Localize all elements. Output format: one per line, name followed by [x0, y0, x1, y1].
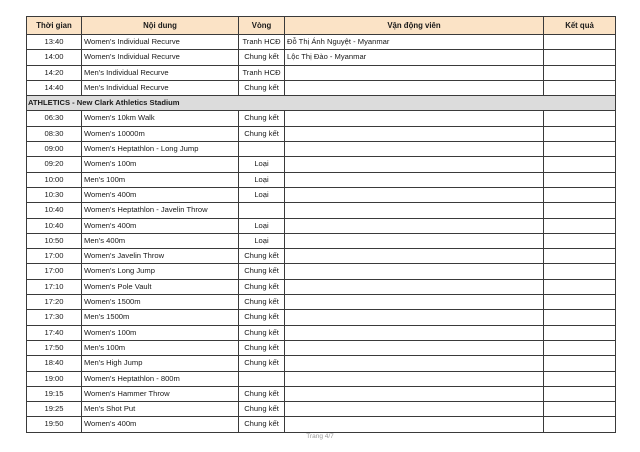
- cell-result: [544, 35, 616, 50]
- cell-athlete: [285, 80, 544, 95]
- header-round: Vòng: [239, 17, 285, 35]
- cell-athlete: [285, 340, 544, 355]
- table-row: [27, 65, 616, 80]
- cell-athlete: [285, 126, 544, 141]
- cell-time: 13:40: [27, 35, 82, 50]
- cell-athlete: [285, 233, 544, 248]
- cell-athlete: [285, 187, 544, 202]
- cell-event: Women's Heptathlon - Javelin Throw: [82, 203, 239, 218]
- cell-round: Chung kết: [239, 310, 285, 325]
- header-athlete: Vận động viên: [285, 17, 544, 35]
- cell-result: [544, 218, 616, 233]
- cell-event: Women's 10km Walk: [82, 111, 239, 126]
- cell-result: [544, 203, 616, 218]
- cell-athlete: [285, 157, 544, 172]
- cell-athlete: [285, 279, 544, 294]
- cell-athlete: Lộc Thị Đào - Myanmar: [285, 50, 544, 65]
- cell-time: 19:50: [27, 417, 82, 432]
- cell-athlete: [285, 111, 544, 126]
- table-row: [27, 279, 616, 294]
- cell-event: Women's 100m: [82, 157, 239, 172]
- cell-event: Women's Long Jump: [82, 264, 239, 279]
- cell-time: 10:00: [27, 172, 82, 187]
- section-title: ATHLETICS - New Clark Athletics Stadium: [27, 96, 616, 111]
- cell-round: Chung kết: [239, 340, 285, 355]
- cell-time: 18:40: [27, 356, 82, 371]
- cell-time: 08:30: [27, 126, 82, 141]
- cell-event: Women's Individual Recurve: [82, 50, 239, 65]
- cell-athlete: [285, 249, 544, 264]
- header-time: Thời gian: [27, 17, 82, 35]
- cell-result: [544, 187, 616, 202]
- cell-event: Women's 400m: [82, 417, 239, 432]
- cell-athlete: [285, 417, 544, 432]
- cell-event: Women's Heptathlon - 800m: [82, 371, 239, 386]
- cell-result: [544, 402, 616, 417]
- cell-time: 19:00: [27, 371, 82, 386]
- cell-result: [544, 172, 616, 187]
- cell-event: Women's 1500m: [82, 295, 239, 310]
- cell-time: 17:10: [27, 279, 82, 294]
- table-row: [27, 371, 616, 386]
- table-row: [27, 80, 616, 95]
- cell-result: [544, 264, 616, 279]
- cell-result: [544, 126, 616, 141]
- table-row: [27, 386, 616, 401]
- cell-result: [544, 142, 616, 157]
- table-row: [27, 111, 616, 126]
- table-row: [27, 187, 616, 202]
- cell-time: 17:20: [27, 295, 82, 310]
- cell-round: Chung kết: [239, 50, 285, 65]
- cell-round: Tranh HCĐ: [239, 65, 285, 80]
- cell-round: Chung kết: [239, 111, 285, 126]
- cell-result: [544, 295, 616, 310]
- cell-event: Women's 400m: [82, 187, 239, 202]
- cell-round: Chung kết: [239, 417, 285, 432]
- cell-round: [239, 203, 285, 218]
- cell-athlete: [285, 371, 544, 386]
- table-row: [27, 340, 616, 355]
- cell-athlete: [285, 295, 544, 310]
- table-row: [27, 126, 616, 141]
- cell-event: Women's Pole Vault: [82, 279, 239, 294]
- table-row: [27, 310, 616, 325]
- cell-result: [544, 417, 616, 432]
- cell-event: Men's 1500m: [82, 310, 239, 325]
- cell-round: Loại: [239, 172, 285, 187]
- cell-round: Chung kết: [239, 279, 285, 294]
- cell-time: 17:50: [27, 340, 82, 355]
- table-row: [27, 249, 616, 264]
- table-row: [27, 157, 616, 172]
- header-content: Nội dung: [82, 17, 239, 35]
- cell-time: 09:20: [27, 157, 82, 172]
- cell-time: 17:30: [27, 310, 82, 325]
- cell-event: Men's Shot Put: [82, 402, 239, 417]
- cell-athlete: [285, 310, 544, 325]
- cell-result: [544, 325, 616, 340]
- cell-athlete: [285, 65, 544, 80]
- cell-result: [544, 279, 616, 294]
- cell-time: 10:40: [27, 203, 82, 218]
- cell-event: Men's 100m: [82, 340, 239, 355]
- cell-round: Loại: [239, 233, 285, 248]
- cell-event: Men's Individual Recurve: [82, 65, 239, 80]
- cell-result: [544, 233, 616, 248]
- cell-athlete: [285, 203, 544, 218]
- cell-result: [544, 386, 616, 401]
- table-row: [27, 35, 616, 50]
- cell-round: Chung kết: [239, 325, 285, 340]
- table-row: [27, 402, 616, 417]
- cell-time: 09:00: [27, 142, 82, 157]
- cell-time: 17:00: [27, 264, 82, 279]
- cell-round: Loại: [239, 187, 285, 202]
- table-row: [27, 203, 616, 218]
- table-row: [27, 172, 616, 187]
- cell-athlete: [285, 386, 544, 401]
- cell-athlete: Đỗ Thị Ánh Nguyệt - Myanmar: [285, 35, 544, 50]
- cell-round: Chung kết: [239, 356, 285, 371]
- cell-round: Chung kết: [239, 386, 285, 401]
- table-header-row: [27, 17, 616, 35]
- table-row: [27, 50, 616, 65]
- cell-round: Chung kết: [239, 126, 285, 141]
- cell-event: Women's Individual Recurve: [82, 35, 239, 50]
- cell-athlete: [285, 142, 544, 157]
- cell-round: Chung kết: [239, 402, 285, 417]
- section-row: [27, 96, 616, 111]
- cell-event: Women's 10000m: [82, 126, 239, 141]
- cell-result: [544, 356, 616, 371]
- cell-round: Tranh HCĐ: [239, 35, 285, 50]
- cell-event: Women's Hammer Throw: [82, 386, 239, 401]
- table-row: [27, 264, 616, 279]
- table-row: [27, 417, 616, 432]
- table-row: [27, 325, 616, 340]
- cell-athlete: [285, 356, 544, 371]
- cell-event: Men's High Jump: [82, 356, 239, 371]
- cell-time: 10:50: [27, 233, 82, 248]
- cell-event: Women's 100m: [82, 325, 239, 340]
- cell-result: [544, 249, 616, 264]
- table-row: [27, 142, 616, 157]
- cell-round: Chung kết: [239, 264, 285, 279]
- cell-event: Men's Individual Recurve: [82, 80, 239, 95]
- cell-event: Women's 400m: [82, 218, 239, 233]
- cell-time: 06:30: [27, 111, 82, 126]
- header-result: Kết quả: [544, 17, 616, 35]
- cell-athlete: [285, 218, 544, 233]
- cell-time: 14:20: [27, 65, 82, 80]
- cell-result: [544, 111, 616, 126]
- cell-result: [544, 310, 616, 325]
- cell-athlete: [285, 325, 544, 340]
- cell-round: Loại: [239, 157, 285, 172]
- cell-result: [544, 50, 616, 65]
- cell-athlete: [285, 402, 544, 417]
- cell-round: Chung kết: [239, 295, 285, 310]
- cell-athlete: [285, 172, 544, 187]
- table-body: [27, 35, 616, 433]
- cell-time: 14:00: [27, 50, 82, 65]
- cell-time: 14:40: [27, 80, 82, 95]
- table-row: [27, 218, 616, 233]
- cell-time: 17:40: [27, 325, 82, 340]
- cell-time: 19:15: [27, 386, 82, 401]
- cell-time: 10:40: [27, 218, 82, 233]
- cell-round: [239, 371, 285, 386]
- cell-round: Loại: [239, 218, 285, 233]
- cell-round: Chung kết: [239, 80, 285, 95]
- table-row: [27, 295, 616, 310]
- cell-athlete: [285, 264, 544, 279]
- cell-round: Chung kết: [239, 249, 285, 264]
- cell-result: [544, 65, 616, 80]
- table-row: [27, 233, 616, 248]
- cell-event: Men's 400m: [82, 233, 239, 248]
- schedule-table: [26, 16, 616, 433]
- cell-event: Women's Heptathlon - Long Jump: [82, 142, 239, 157]
- cell-event: Women's Javelin Throw: [82, 249, 239, 264]
- page-number: Trang 4/7: [306, 433, 334, 440]
- cell-time: 17:00: [27, 249, 82, 264]
- cell-result: [544, 157, 616, 172]
- cell-event: Men's 100m: [82, 172, 239, 187]
- cell-result: [544, 340, 616, 355]
- cell-round: [239, 142, 285, 157]
- cell-time: 19:25: [27, 402, 82, 417]
- table-row: [27, 356, 616, 371]
- cell-result: [544, 371, 616, 386]
- cell-result: [544, 80, 616, 95]
- cell-time: 10:30: [27, 187, 82, 202]
